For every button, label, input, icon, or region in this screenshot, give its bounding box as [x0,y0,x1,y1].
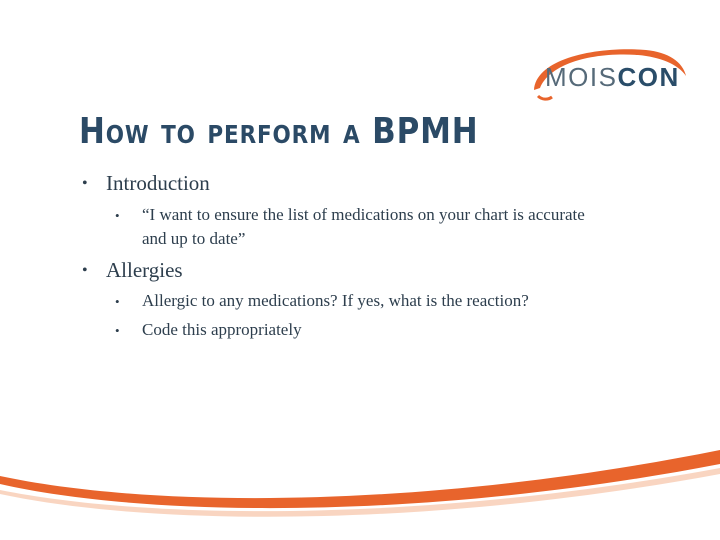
bullet-text: Introduction [106,171,210,195]
bullet-text: Allergies [106,258,183,282]
sub-bullet-text-line1: “I want to ensure the list of medications on your chart is accurate [142,205,585,224]
moiscon-logo [528,42,690,104]
bullet-dot: • [115,208,120,223]
decorative-swoosh [0,438,720,518]
slide-title: How to perform a BPMH [79,111,479,152]
sub-bullet-text: Allergic to any medications? If yes, what is the reaction? [142,291,529,310]
logo-wordmark-part1: MOIS [545,62,618,92]
logo-wordmark [545,60,680,94]
bullet-dot: • [82,262,88,279]
sub-bullet-text-line2: and up to date” [142,229,246,248]
bullet-dot: • [82,175,88,192]
logo-wordmark-part2: CON [617,62,680,92]
bullet-dot: • [115,294,120,309]
bullet-dot: • [115,323,120,338]
sub-bullet-text: Code this appropriately [142,320,302,339]
